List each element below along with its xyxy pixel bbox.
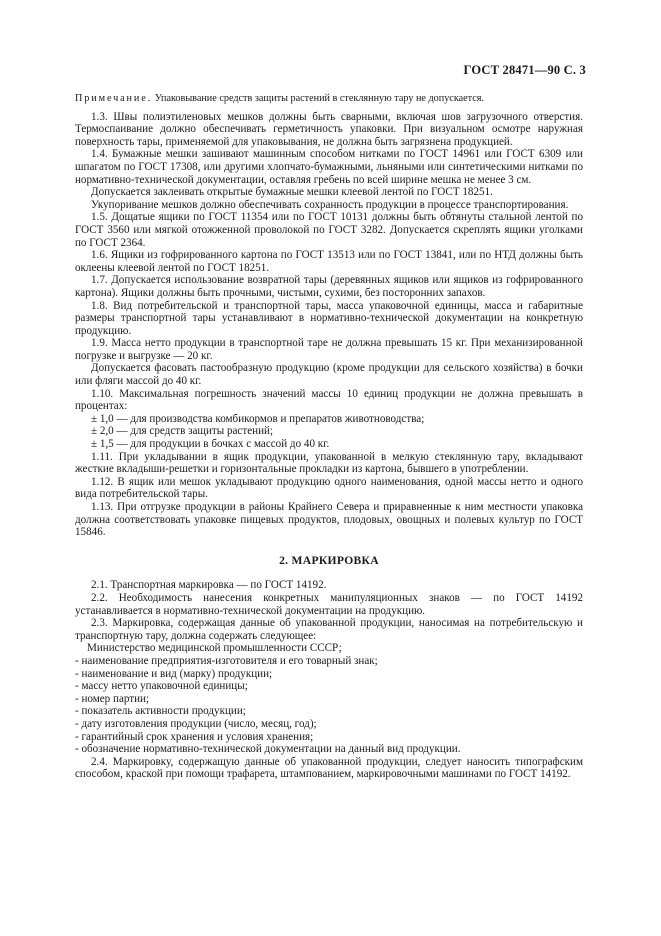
paragraph-1-6: 1.6. Ящики из гофрированного картона по ГОСТ 13513 или по ГОСТ 13841, или по НТД должны быть оклеены клеевой лентой по ГОСТ 18251. [75,249,583,274]
tolerance-item: ± 2,0 — для средств защиты растений; [91,425,274,438]
marking-item: - наименование предприятия-изготовителя и его товарный знак; [75,654,378,667]
paragraph-1-9-paste: Допускается фасовать пастообразную продукцию (кроме продукции для сельского хозяйства) в бочки или фляги массой до 40 кг. [75,362,583,388]
paragraph-1-4-glue: Допускается заклеивать открытые бумажные мешки клеевой лентой по ГОСТ 18251. [91,186,493,199]
paragraph-1-3: 1.3. Швы полиэтиленовых мешков должны быть сварными, включая шов загрузочного отверстия. Термоспаивание должно обеспечивать герметичность упаковки. При визуальном осмотре наружная поверхность тары, применяемой для упаковывания, не должна быть загрязнена продукцией. [75,110,583,148]
note-text: Упаковывание средств защиты растений в стеклянную тару не допускается. [152,93,485,104]
marking-item: - наименование и вид (марку) продукции; [75,667,273,680]
section-title-marking: 2. МАРКИРОВКА [279,553,379,567]
paragraph-2-3: 2.3. Маркировка, содержащая данные об упакованной продукции, наносимая на потребительскую и транспортную тару, должна содержать следующее: [75,617,583,642]
marking-item: - гарантийный срок хранения и условия хранения; [75,730,314,743]
paragraph-1-8: 1.8. Вид потребительской и транспортной тары, масса упаковочной единицы, масса и габаритные размеры транспортной тары устанавливают в нормативно-технической документации на конкретную продукцию. [75,299,583,337]
paragraph-1-4: 1.4. Бумажные мешки зашивают машинным способом нитками по ГОСТ 14961 или ГОСТ 6309 или шпагатом по ГОСТ 17308, или другими хлопчато-бумажными, льняными или синтетическими нитками по нормативно-технической документации, оставляя гребень по всей ширине мешка не менее 3 см. [75,148,583,186]
paragraph-1-11: 1.11. При укладывании в ящик продукции, упакованной в мелкую стеклянную тару, вкладывают жесткие вкладыши-решетки и горизонтальные прокладки из картона, бывшего в употреблении. [75,450,583,476]
marking-item: - обозначение нормативно-технической документации на данный вид продукции. [75,743,461,756]
paragraph-1-12: 1.12. В ящик или мешок укладывают продукцию одного наименования, одной массы нетто и одного вида потребительской тары. [75,475,583,501]
marking-item: - дату изготовления продукции (число, месяц, год); [75,717,317,730]
paragraph-1-10: 1.10. Максимальная погрешность значений массы 10 единиц продукции не должна превышать в процентах: [75,387,583,413]
paragraph-2-4: 2.4. Маркировку, содержащую данные об упакованной продукции, следует наносить типографским способом, краской при помощи трафарета, штампованием, маркировочными машинами по ГОСТ 14192. [75,755,583,781]
tolerance-item: ± 1,5 — для продукции в бочках с массой до 40 кг. [91,438,330,451]
marking-item: - массу нетто упаковочной единицы; [75,680,248,693]
note-label: Примечание. [75,93,153,104]
marking-item: - показатель активности продукции; [75,705,246,718]
marking-ministry: Министерство медицинской промышленности СССР; [87,642,342,655]
paragraph-1-13: 1.13. При отгрузке продукции в районы Крайнего Севера и приравненные к ним местности упаковка должна соответствовать упаковке пищевых продуктов, плодовых, овощных и полевых культур по ГОСТ 15846. [75,501,583,539]
paragraph-2-2: 2.2. Необходимость нанесения конкретных манипуляционных знаков — по ГОСТ 14192 устанавливается в нормативно-технической документации на продукцию. [75,591,583,617]
marking-item: - номер партии; [75,692,150,705]
paragraph-1-7: 1.7. Допускается использование возвратной тары (деревянных ящиков или ящиков из гофрированного картона). Ящики должны быть прочными, чистыми, сухими, без посторонних запахов. [75,274,583,299]
note [75,93,583,106]
paragraph-1-4-closure: Укупоривание мешков должно обеспечивать сохранность продукции в процессе транспортирования. [91,198,569,211]
tolerance-item: ± 1,0 — для производства комбикормов и препаратов животноводства; [91,412,425,425]
document-body [75,93,583,781]
page-header: ГОСТ 28471—90 С. 3 [463,63,586,77]
paragraph-2-1: 2.1. Транспортная маркировка — по ГОСТ 14192. [91,579,327,592]
paragraph-1-5: 1.5. Дощатые ящики по ГОСТ 11354 или по ГОСТ 10131 должны быть обтянуты стальной лентой по ГОСТ 3560 или мягкой отожженной проволокой по ГОСТ 3282. Допускается скреплять ящики уголками по ГОСТ 2364. [75,211,583,249]
paragraph-1-9: 1.9. Масса нетто продукции в транспортной таре не должна превышать 15 кг. При механизированной погрузке и выгрузке — 20 кг. [75,337,583,362]
